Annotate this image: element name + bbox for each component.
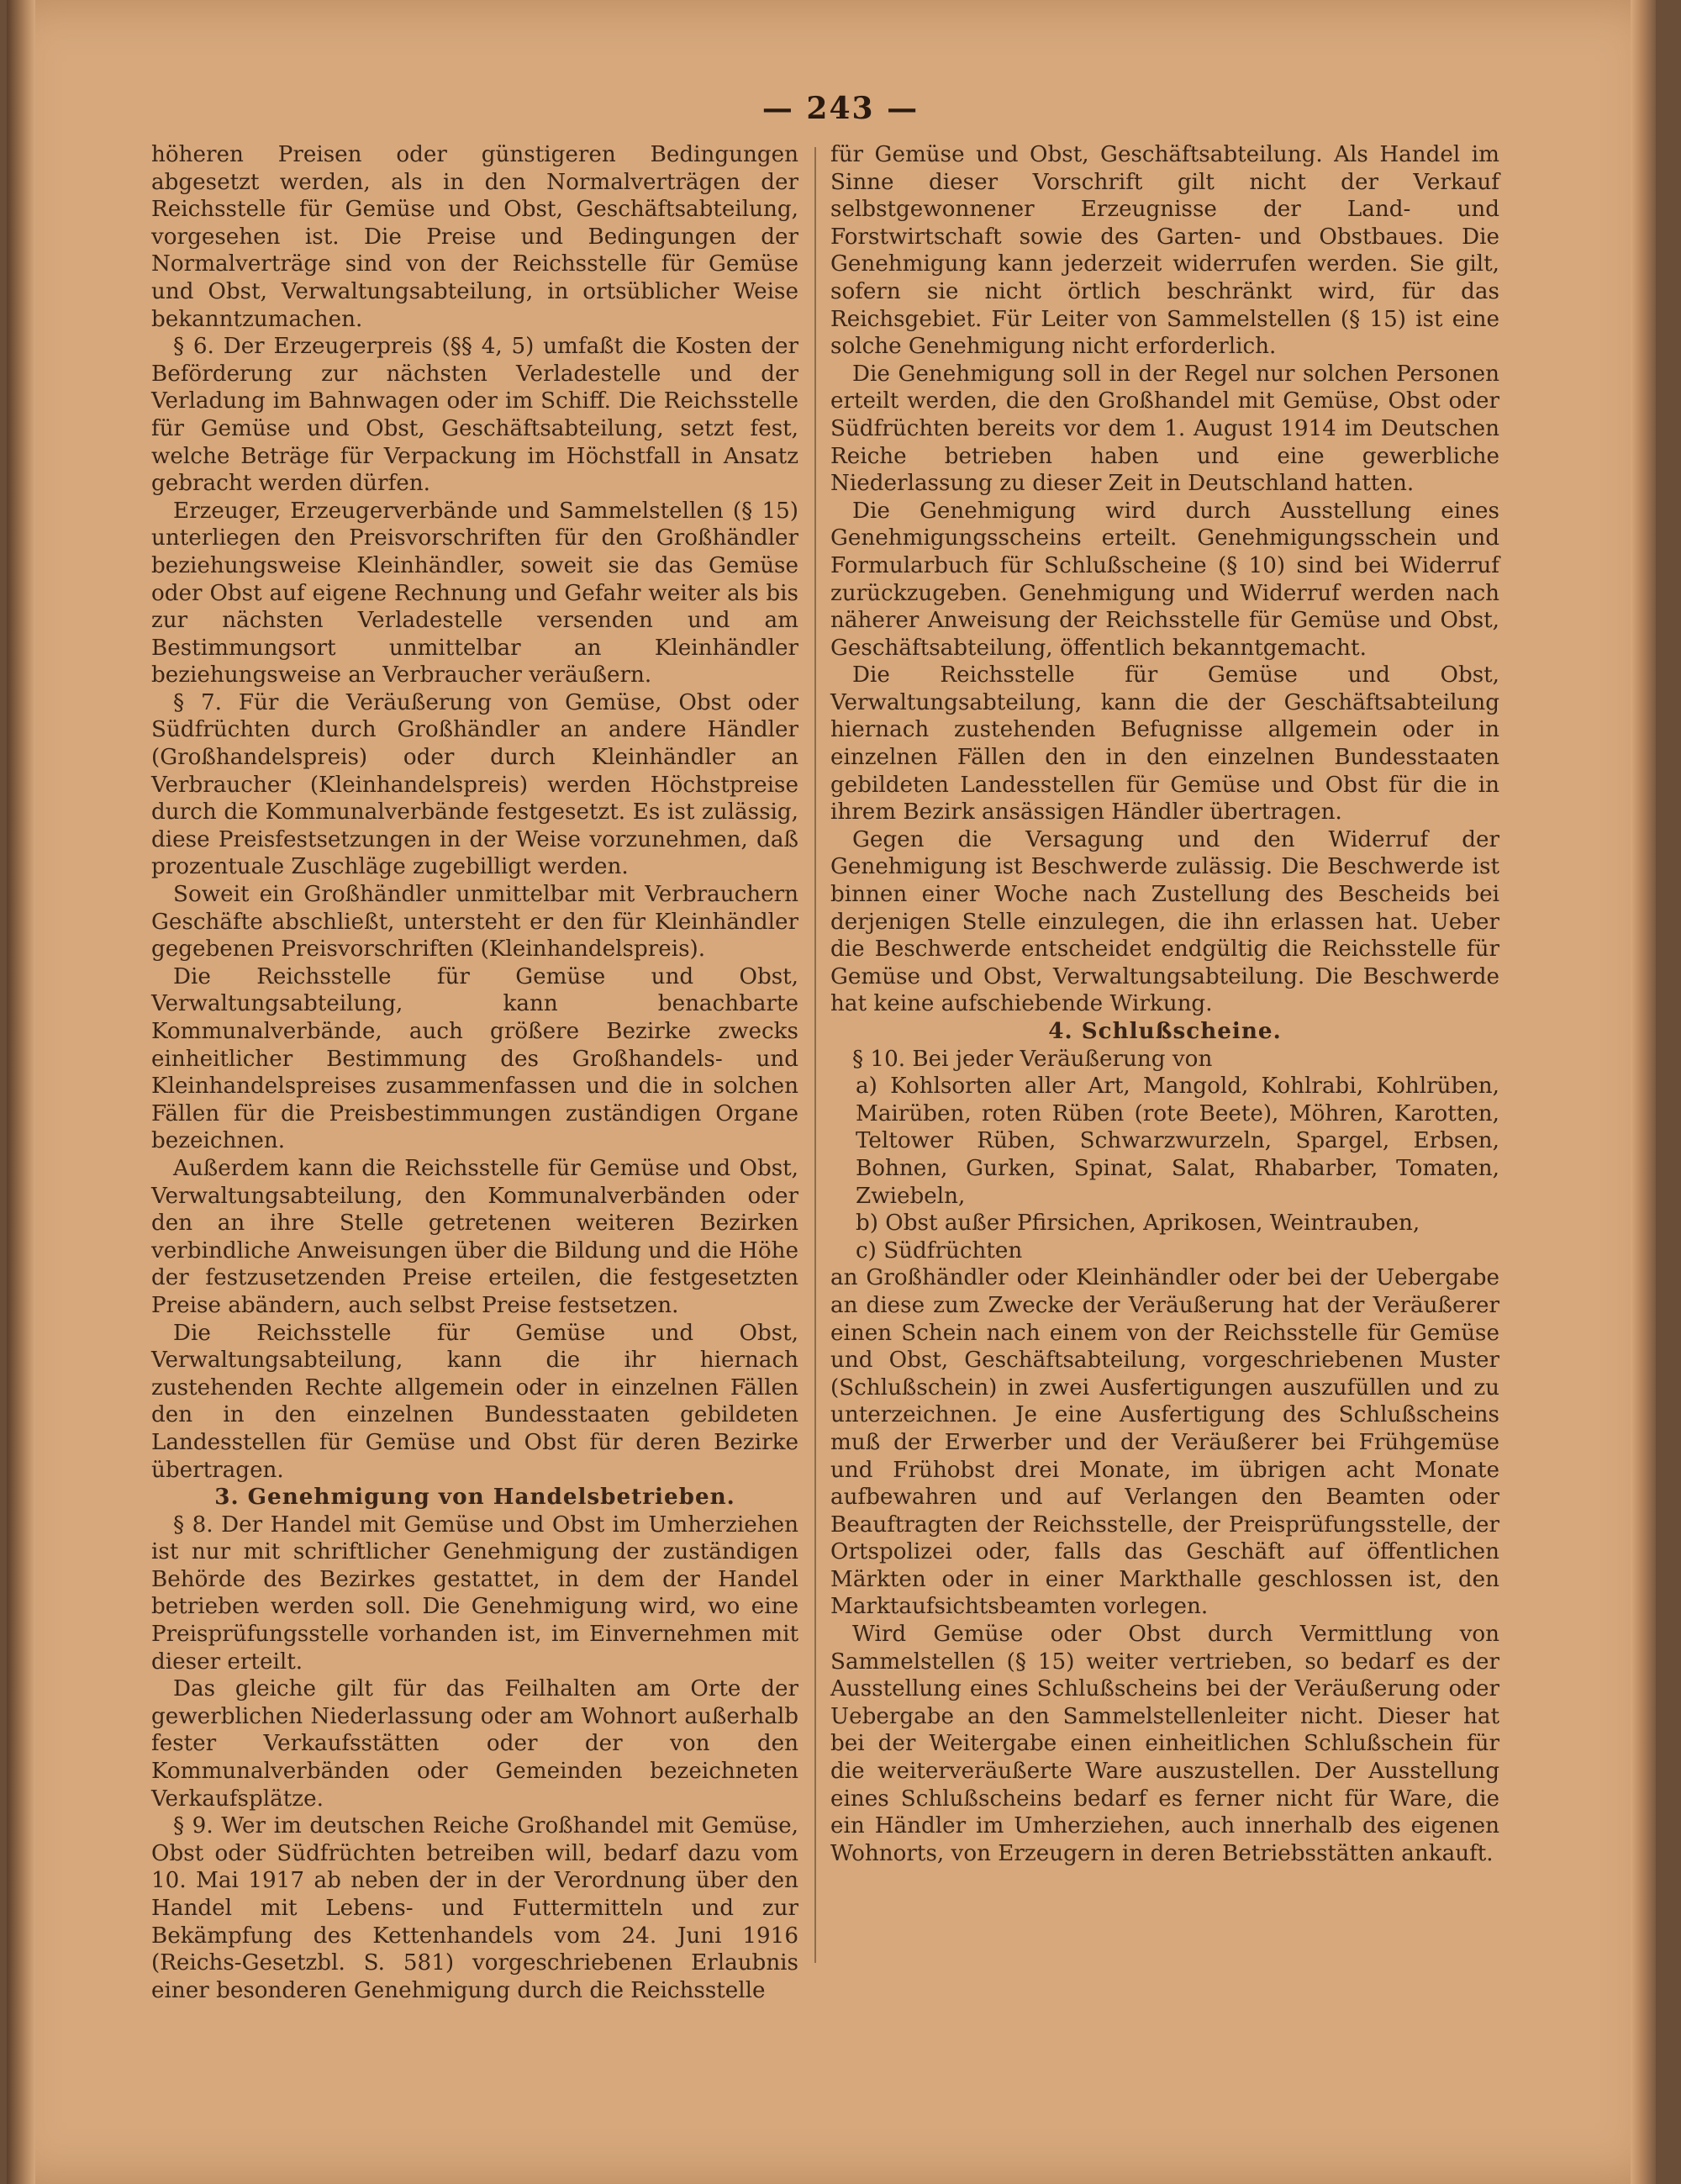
paragraph: Erzeuger, Erzeugerverbände und Sammelstellen (§ 15) unterliegen den Preisvorschriften für den Großhändler beziehungsweise Kleinhändler, soweit sie das Gemüse oder Obst auf eigene Rechnung und Gefahr weiter als bis zur nächsten Verladestelle versenden und am Bestimmungsort unmittelbar an Kleinhändler beziehungsweise an Verbraucher veräußern.: [151, 498, 798, 688]
right-column: [830, 141, 1499, 1867]
paragraph: Außerdem kann die Reichsstelle für Gemüse und Obst, Verwaltungsabteilung, den Kommunalverbänden oder den an ihre Stelle getretenen weiteren Bezirken verbindliche Anweisungen über die Bildung und die Höhe der festzusetzenden Preise erteilen, die festgesetzten Preise abändern, auch selbst Preise festsetzen.: [151, 1155, 798, 1318]
page-edge: [1631, 0, 1656, 2184]
paragraph: Das gleiche gilt für das Feilhalten am Orte der gewerblichen Niederlassung oder am Wohnort außerhalb fester Verkaufsstätten oder der von den Kommunalverbänden oder Gemeinden bezeichneten Verkaufsplätze.: [151, 1676, 798, 1812]
paragraph: § 10. Bei jeder Veräußerung von: [852, 1046, 1213, 1072]
paragraph: für Gemüse und Obst, Geschäftsabteilung. Als Handel im Sinne dieser Vorschrift gilt nicht der Verkauf selbstgewonnener Erzeugnisse der Land- und Forstwirtschaft sowie des Garten- und Obstbaues. Die Genehmigung kann jederzeit widerrufen werden. Sie gilt, sofern sie nicht örtlich beschränkt wird, für das Reichsgebiet. Für Leiter von Sammelstellen (§ 15) ist eine solche Genehmigung nicht erforderlich.: [830, 142, 1499, 360]
paragraph: höheren Preisen oder günstigeren Bedingungen abgesetzt werden, als in den Normalverträgen der Reichsstelle für Gemüse und Obst, Geschäftsabteilung, vorgesehen ist. Die Preise und Bedingungen der Normalverträge sind von der Reichsstelle für Gemüse und Obst, Verwaltungsabteilung, in ortsüblicher Weise bekanntzumachen.: [151, 142, 798, 332]
paragraph: § 6. Der Erzeugerpreis (§§ 4, 5) umfaßt die Kosten der Beförderung zur nächsten Verladestelle und der Verladung im Bahnwagen oder im Schiff. Die Reichsstelle für Gemüse und Obst, Geschäftsabteilung, setzt fest, welche Beträge für Verpackung im Höchstfall in Ansatz gebracht werden dürfen.: [151, 334, 798, 497]
paragraph: § 8. Der Handel mit Gemüse und Obst im Umherziehen ist nur mit schriftlicher Genehmigung der zuständigen Behörde des Bezirkes gestattet, in dem der Handel betrieben werden soll. Die Genehmigung wird, wo eine Preisprüfungsstelle vorhanden ist, im Einvernehmen mit dieser erteilt.: [151, 1511, 798, 1675]
paragraph: Die Reichsstelle für Gemüse und Obst, Verwaltungsabteilung, kann benachbarte Kommunalverbände, auch größere Bezirke zwecks einheitlicher Bestimmung des Großhandels- und Kleinhandelspreises zusammenfassen und die in solchen Fällen für die Preisbestimmungen zuständigen Organe bezeichnen.: [151, 963, 798, 1154]
section-heading: 3. Genehmigung von Handelsbetrieben.: [214, 1484, 735, 1511]
paragraph: § 7. Für die Veräußerung von Gemüse, Obst oder Südfrüchten durch Großhändler an andere Händler (Großhandelspreis) oder durch Kleinhändler an Verbraucher (Kleinhandelspreis) werden Höchstpreise durch die Kommunalverbände festgesetzt. Es ist zulässig, diese Preisfestsetzungen in der Weise vorzunehmen, daß prozentuale Zuschläge zugebilligt werden.: [151, 689, 798, 880]
paragraph: Gegen die Versagung und den Widerruf der Genehmigung ist Beschwerde zulässig. Die Beschwerde ist binnen einer Woche nach Zustellung des Bescheids bei derjenigen Stelle einzulegen, die ihn erlassen hat. Ueber die Beschwerde entscheidet endgültig die Reichsstelle für Gemüse und Obst, Verwaltungsabteilung. Die Beschwerde hat keine aufschiebende Wirkung.: [830, 826, 1499, 1017]
page-number: — 243 —: [761, 91, 920, 126]
paragraph: Die Genehmigung wird durch Ausstellung eines Genehmigungsscheins erteilt. Genehmigungsschein und Formularbuch für Schlußscheine (§ 10) sind bei Widerruf zurückzugeben. Genehmigung und Widerruf werden nach näherer Anweisung der Reichsstelle für Gemüse und Obst, Geschäftsabteilung, öffentlich bekanntgemacht.: [830, 498, 1499, 661]
left-column: [151, 141, 798, 2004]
paragraph: Soweit ein Großhändler unmittelbar mit Verbrauchern Geschäfte abschließt, untersteht er den für Kleinhändler gegebenen Preisvorschriften (Kleinhandelspreis).: [151, 882, 798, 963]
list-item: c) Südfrüchten: [856, 1237, 1023, 1263]
section-heading: 4. Schlußscheine.: [1048, 1018, 1282, 1044]
paragraph: Die Reichsstelle für Gemüse und Obst, Verwaltungsabteilung, kann die ihr hiernach zustehenden Rechte allgemein oder in einzelnen Fällen den in den einzelnen Bundesstaaten gebildeten Landesstellen für Gemüse und Obst für deren Bezirke übertragen.: [151, 1320, 798, 1483]
column-divider: [814, 147, 816, 1963]
paragraph: § 9. Wer im deutschen Reiche Großhandel mit Gemüse, Obst oder Südfrüchten betreiben will, bedarf dazu vom 10. Mai 1917 ab neben der in der Verordnung über den Handel mit Lebens- und Futtermitteln und zur Bekämpfung des Kettenhandels vom 24. Juni 1916 (Reichs-Gesetzbl. S. 581) vorgeschriebenen Erlaubnis einer besonderen Genehmigung durch die Reichsstelle: [151, 1813, 798, 2003]
paragraph: Die Reichsstelle für Gemüse und Obst, Verwaltungsabteilung, kann die der Geschäftsabteilung hiernach zustehenden Befugnisse allgemein oder in einzelnen Fällen den in den einzelnen Bundesstaaten gebildeten Landesstellen für Gemüse und Obst für die in ihrem Bezirk ansässigen Händler übertragen.: [830, 662, 1499, 826]
paragraph: Die Genehmigung soll in der Regel nur solchen Personen erteilt werden, die den Großhandel mit Gemüse, Obst oder Südfrüchten bereits vor dem 1. August 1914 im Deutschen Reiche betrieben haben und eine gewerbliche Niederlassung zu dieser Zeit in Deutschland hatten.: [830, 361, 1499, 497]
list-item: a) Kohlsorten aller Art, Mangold, Kohlrabi, Kohlrüben, Mairüben, roten Rüben (rote Beete), Möhren, Karotten, Teltower Rüben, Schwarzwurzeln, Spargel, Erbsen, Bohnen, Gurken, Spinat, Salat, Rhabarber, Tomaten, Zwiebeln,: [856, 1074, 1499, 1209]
paragraph: Wird Gemüse oder Obst durch Vermittlung von Sammelstellen (§ 15) weiter vertrieben, so bedarf es der Ausstellung eines Schlußscheins bei der Veräußerung oder Uebergabe an den Sammelstellenleiter nicht. Dieser hat bei der Weitergabe einen einheitlichen Schlußschein für die weiterveräußerte Ware auszustellen. Der Ausstellung eines Schlußscheins bedarf es ferner nicht für Ware, die ein Händler im Umherziehen, auch innerhalb des eigenen Wohnorts, von Erzeugern in deren Betriebsstätten ankauft.: [830, 1622, 1499, 1866]
paragraph: an Großhändler oder Kleinhändler oder bei der Uebergabe an diese zum Zwecke der Veräußerung hat der Veräußerer einen Schein nach einem von der Reichsstelle für Gemüse und Obst, Geschäftsabteilung, vorgeschriebenen Muster (Schlußschein) in zwei Ausfertigungen auszufüllen und zu unterzeichnen. Je eine Ausfertigung des Schlußscheins muß der Erwerber und der Veräußerer bei Frühgemüse und Frühobst drei Monate, im übrigen acht Monate aufbewahren und auf Verlangen den Beamten oder Beauftragten der Reichsstelle, der Preisprüfungsstelle, der Ortspolizei oder, falls das Geschäft auf öffentlichen Märkten oder in einer Markthalle geschlossen ist, den Marktaufsichtsbeamten vorlegen.: [830, 1265, 1499, 1620]
list-item: b) Obst außer Pfirsichen, Aprikosen, Weintrauben,: [856, 1211, 1420, 1237]
book-gutter: [7, 0, 35, 2184]
